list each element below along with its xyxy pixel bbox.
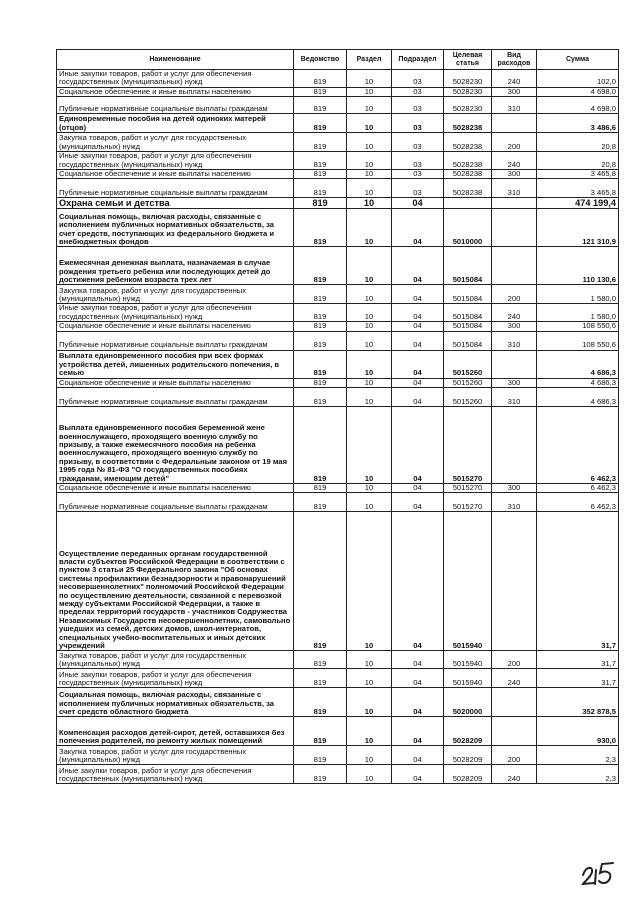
table-row: [57, 407, 619, 484]
row-sum: 352 878,5: [537, 688, 619, 717]
table-row: [57, 97, 619, 114]
row-section: 10: [347, 484, 392, 493]
row-target-article: 5015084: [444, 331, 492, 350]
table-row: [57, 322, 619, 331]
row-expense-type: 310: [492, 493, 537, 512]
row-sum: 3 486,6: [537, 114, 619, 133]
table-row: [57, 198, 619, 209]
row-target-article: 5028209: [444, 717, 492, 746]
row-department: 819: [294, 198, 347, 209]
row-target-article: 5015260: [444, 378, 492, 387]
row-department: 819: [294, 746, 347, 765]
row-department: 819: [294, 717, 347, 746]
row-department: 819: [294, 70, 347, 88]
row-name: Социальное обеспечение и иные выплаты населению: [57, 170, 294, 179]
row-expense-type: [492, 114, 537, 133]
row-name: Иные закупки товаров, работ и услуг для обеспечения государственных (муниципальных) нужд: [57, 152, 294, 170]
row-section: 10: [347, 765, 392, 784]
row-department: 819: [294, 669, 347, 688]
row-sum: 31,7: [537, 669, 619, 688]
budget-document: [56, 49, 618, 784]
row-department: 819: [294, 651, 347, 669]
row-subsection: 03: [392, 87, 444, 96]
table-row: [57, 170, 619, 179]
row-name: Публичные нормативные социальные выплаты гражданам: [57, 179, 294, 198]
row-department: 819: [294, 247, 347, 285]
table-row: [57, 70, 619, 88]
row-department: 819: [294, 114, 347, 133]
row-target-article: 5028238: [444, 114, 492, 133]
row-name: Осуществление переданных органам государственной власти субъектов Российской Федерации в соответствии с пунктом 3 статьи 25 Федерального закона "Об основах системы профилактики безнадзорности и правонарушений несовершеннолетних" полномочий Российской Федерации по осуществлению деятельности, связанной с перевозкой между субъектами Российской Федерации, а также в пределах территорий государств - участников Содружества Независимых Государств несовершеннолетних, самовольно ушедших из семей, детских домов, школ-интернатов, специальных учебно-воспитательных и иных детских учреждений: [57, 512, 294, 651]
row-target-article: 5028230: [444, 70, 492, 88]
table-row: [57, 651, 619, 669]
table-row: [57, 114, 619, 133]
row-section: 10: [347, 322, 392, 331]
row-subsection: 04: [392, 285, 444, 304]
row-subsection: 03: [392, 170, 444, 179]
row-department: 819: [294, 407, 347, 484]
row-section: 10: [347, 746, 392, 765]
row-expense-type: [492, 512, 537, 651]
row-sum: 2,3: [537, 746, 619, 765]
row-target-article: 5020000: [444, 688, 492, 717]
header-target-article: Целевая статья: [444, 50, 492, 70]
row-section: 10: [347, 87, 392, 96]
row-target-article: 5015084: [444, 304, 492, 322]
row-subsection: 04: [392, 669, 444, 688]
row-subsection: 04: [392, 746, 444, 765]
row-department: 819: [294, 285, 347, 304]
row-sum: 108 550,6: [537, 331, 619, 350]
row-name: Закупка товаров, работ и услуг для государственных (муниципальных) нужд: [57, 133, 294, 152]
row-expense-type: 310: [492, 388, 537, 407]
row-subsection: 03: [392, 114, 444, 133]
table-row: [57, 350, 619, 378]
row-name: Социальное обеспечение и иные выплаты населению: [57, 378, 294, 387]
header-name: Наименование: [57, 50, 294, 70]
row-target-article: 5015084: [444, 247, 492, 285]
header-sum: Сумма: [537, 50, 619, 70]
header-section: Раздел: [347, 50, 392, 70]
row-department: 819: [294, 97, 347, 114]
row-expense-type: [492, 688, 537, 717]
row-sum: 20,8: [537, 152, 619, 170]
row-name: Иные закупки товаров, работ и услуг для обеспечения государственных (муниципальных) нужд: [57, 765, 294, 784]
row-section: 10: [347, 493, 392, 512]
row-name: Закупка товаров, работ и услуг для государственных (муниципальных) нужд: [57, 746, 294, 765]
row-subsection: 04: [392, 651, 444, 669]
row-section: 10: [347, 247, 392, 285]
table-header-row: [57, 50, 619, 70]
row-section: 10: [347, 669, 392, 688]
row-expense-type: 310: [492, 179, 537, 198]
row-subsection: 03: [392, 152, 444, 170]
row-subsection: 04: [392, 304, 444, 322]
row-section: 10: [347, 407, 392, 484]
table-row: [57, 247, 619, 285]
row-expense-type: 300: [492, 170, 537, 179]
row-sum: 474 199,4: [537, 198, 619, 209]
row-department: 819: [294, 493, 347, 512]
row-name: Иные закупки товаров, работ и услуг для обеспечения государственных (муниципальных) нужд: [57, 70, 294, 88]
row-expense-type: 310: [492, 97, 537, 114]
row-sum: 1 580,0: [537, 285, 619, 304]
row-section: 10: [347, 331, 392, 350]
table-row: [57, 493, 619, 512]
row-sum: 6 462,3: [537, 493, 619, 512]
row-department: 819: [294, 179, 347, 198]
row-subsection: 04: [392, 407, 444, 484]
row-name: Охрана семьи и детства: [57, 198, 294, 209]
row-target-article: 5028230: [444, 87, 492, 96]
row-name: Публичные нормативные социальные выплаты гражданам: [57, 331, 294, 350]
row-expense-type: 240: [492, 669, 537, 688]
row-name: Компенсация расходов детей-сирот, детей, оставшихся без попечения родителей, по ремонту жилых помещений: [57, 717, 294, 746]
row-expense-type: 240: [492, 765, 537, 784]
row-department: 819: [294, 512, 347, 651]
budget-table: [56, 49, 619, 784]
row-sum: 31,7: [537, 512, 619, 651]
row-sum: 4 686,3: [537, 388, 619, 407]
table-row: [57, 669, 619, 688]
row-name: Единовременные пособия на детей одиноких матерей (отцов): [57, 114, 294, 133]
row-target-article: 5015270: [444, 493, 492, 512]
row-subsection: 04: [392, 493, 444, 512]
row-expense-type: 200: [492, 133, 537, 152]
header-subsection: Подраздел: [392, 50, 444, 70]
row-expense-type: 240: [492, 70, 537, 88]
row-department: 819: [294, 688, 347, 717]
row-target-article: 5028230: [444, 97, 492, 114]
row-subsection: 04: [392, 378, 444, 387]
row-sum: 121 310,9: [537, 209, 619, 247]
row-name: Иные закупки товаров, работ и услуг для обеспечения государственных (муниципальных) нужд: [57, 304, 294, 322]
row-section: 10: [347, 70, 392, 88]
row-subsection: 04: [392, 247, 444, 285]
row-name: Социальная помощь, включая расходы, связанные с исполнением публичных нормативных обязательств, за счет средств областного бюджета: [57, 688, 294, 717]
row-target-article: 5028238: [444, 152, 492, 170]
row-expense-type: 310: [492, 331, 537, 350]
row-subsection: 04: [392, 388, 444, 407]
row-expense-type: [492, 209, 537, 247]
row-sum: 4 698,0: [537, 97, 619, 114]
row-subsection: 04: [392, 688, 444, 717]
row-target-article: 5015260: [444, 388, 492, 407]
row-subsection: 04: [392, 331, 444, 350]
row-section: 10: [347, 304, 392, 322]
table-row: [57, 512, 619, 651]
row-expense-type: [492, 198, 537, 209]
row-name: Социальное обеспечение и иные выплаты населению: [57, 87, 294, 96]
row-section: 10: [347, 350, 392, 378]
row-sum: 20,8: [537, 133, 619, 152]
row-expense-type: 240: [492, 152, 537, 170]
row-department: 819: [294, 388, 347, 407]
row-section: 10: [347, 209, 392, 247]
row-department: 819: [294, 209, 347, 247]
row-expense-type: [492, 717, 537, 746]
row-section: 10: [347, 378, 392, 387]
table-row: [57, 285, 619, 304]
row-name: Публичные нормативные социальные выплаты гражданам: [57, 493, 294, 512]
row-sum: 108 550,6: [537, 322, 619, 331]
row-subsection: 04: [392, 717, 444, 746]
row-target-article: 5028209: [444, 765, 492, 784]
row-department: 819: [294, 322, 347, 331]
row-department: 819: [294, 152, 347, 170]
row-name: Закупка товаров, работ и услуг для государственных (муниципальных) нужд: [57, 285, 294, 304]
row-expense-type: [492, 407, 537, 484]
header-department: Ведомство: [294, 50, 347, 70]
row-subsection: 03: [392, 97, 444, 114]
row-target-article: 5015084: [444, 285, 492, 304]
row-name: Иные закупки товаров, работ и услуг для обеспечения государственных (муниципальных) нужд: [57, 669, 294, 688]
row-department: 819: [294, 133, 347, 152]
row-section: 10: [347, 285, 392, 304]
row-target-article: 5015260: [444, 350, 492, 378]
row-subsection: 03: [392, 133, 444, 152]
row-section: 10: [347, 114, 392, 133]
table-row: [57, 765, 619, 784]
table-row: [57, 331, 619, 350]
row-name: Социальное обеспечение и иные выплаты населению: [57, 484, 294, 493]
row-name: Социальное обеспечение и иные выплаты населению: [57, 322, 294, 331]
row-target-article: [444, 198, 492, 209]
row-subsection: 04: [392, 765, 444, 784]
row-sum: 110 130,6: [537, 247, 619, 285]
row-name: Публичные нормативные социальные выплаты гражданам: [57, 388, 294, 407]
row-department: 819: [294, 170, 347, 179]
row-sum: 4 698,0: [537, 87, 619, 96]
row-section: 10: [347, 133, 392, 152]
row-expense-type: 200: [492, 746, 537, 765]
table-row: [57, 133, 619, 152]
row-expense-type: [492, 247, 537, 285]
row-section: 10: [347, 97, 392, 114]
row-target-article: 5015084: [444, 322, 492, 331]
row-expense-type: 300: [492, 322, 537, 331]
table-row: [57, 209, 619, 247]
row-sum: 930,0: [537, 717, 619, 746]
row-subsection: 03: [392, 70, 444, 88]
handwritten-page-number: [580, 858, 620, 886]
table-row: [57, 87, 619, 96]
row-target-article: 5028209: [444, 746, 492, 765]
row-sum: 3 465,8: [537, 170, 619, 179]
row-target-article: 5015270: [444, 484, 492, 493]
table-row: [57, 484, 619, 493]
row-expense-type: [492, 350, 537, 378]
row-sum: 31,7: [537, 651, 619, 669]
row-department: 819: [294, 87, 347, 96]
row-subsection: 04: [392, 350, 444, 378]
table-row: [57, 388, 619, 407]
row-name: Публичные нормативные социальные выплаты гражданам: [57, 97, 294, 114]
row-section: 10: [347, 388, 392, 407]
header-expense-type: Вид расходов: [492, 50, 537, 70]
row-sum: 1 580,0: [537, 304, 619, 322]
row-target-article: 5015940: [444, 512, 492, 651]
row-name: Социальная помощь, включая расходы, связанные с исполнением публичных нормативных обязательств, за счет средств, поступающих из федерального бюджета и внебюджетных фондов: [57, 209, 294, 247]
row-expense-type: 240: [492, 304, 537, 322]
table-row: [57, 179, 619, 198]
row-section: 10: [347, 179, 392, 198]
table-row: [57, 152, 619, 170]
row-subsection: 04: [392, 512, 444, 651]
row-subsection: 04: [392, 322, 444, 331]
row-section: 10: [347, 170, 392, 179]
table-row: [57, 378, 619, 387]
row-department: 819: [294, 484, 347, 493]
row-subsection: 04: [392, 209, 444, 247]
row-name: Выплата единовременного пособия при всех формах устройства детей, лишенных родительского попечения, в семью: [57, 350, 294, 378]
row-subsection: 03: [392, 179, 444, 198]
row-sum: 2,3: [537, 765, 619, 784]
table-body: [57, 70, 619, 784]
row-target-article: 5015940: [444, 651, 492, 669]
row-subsection: 04: [392, 484, 444, 493]
row-sum: 4 686,3: [537, 350, 619, 378]
row-section: 10: [347, 512, 392, 651]
row-sum: 6 462,3: [537, 484, 619, 493]
row-target-article: 5015270: [444, 407, 492, 484]
row-department: 819: [294, 350, 347, 378]
row-department: 819: [294, 304, 347, 322]
row-sum: 6 462,3: [537, 407, 619, 484]
table-row: [57, 304, 619, 322]
row-target-article: 5028238: [444, 170, 492, 179]
row-sum: 3 465,8: [537, 179, 619, 198]
row-department: 819: [294, 378, 347, 387]
row-sum: 102,0: [537, 70, 619, 88]
row-expense-type: 300: [492, 484, 537, 493]
table-row: [57, 688, 619, 717]
row-name: Закупка товаров, работ и услуг для государственных (муниципальных) нужд: [57, 651, 294, 669]
row-target-article: 5028238: [444, 179, 492, 198]
row-department: 819: [294, 331, 347, 350]
row-section: 10: [347, 688, 392, 717]
row-name: Ежемесячная денежная выплата, назначаемая в случае рождения третьего ребенка или последующих детей до достижения ребенком возраста трех лет: [57, 247, 294, 285]
row-subsection: 04: [392, 198, 444, 209]
row-expense-type: 200: [492, 285, 537, 304]
row-section: 10: [347, 651, 392, 669]
row-target-article: 5010000: [444, 209, 492, 247]
row-name: Выплата единовременного пособия беременной жене военнослужащего, проходящего военную службу по призыву, а также ежемесячного пособия на ребенка военнослужащего, проходящего военную службу по призыву, в соответствии с Федеральным законом от 19 мая 1995 года № 81-ФЗ "О государственных пособиях гражданам, имеющим детей": [57, 407, 294, 484]
row-target-article: 5015940: [444, 669, 492, 688]
row-target-article: 5028238: [444, 133, 492, 152]
row-expense-type: 300: [492, 378, 537, 387]
row-section: 10: [347, 152, 392, 170]
row-sum: 4 686,3: [537, 378, 619, 387]
row-expense-type: 200: [492, 651, 537, 669]
table-row: [57, 717, 619, 746]
table-row: [57, 746, 619, 765]
row-section: 10: [347, 717, 392, 746]
row-department: 819: [294, 765, 347, 784]
row-section: 10: [347, 198, 392, 209]
row-expense-type: 300: [492, 87, 537, 96]
